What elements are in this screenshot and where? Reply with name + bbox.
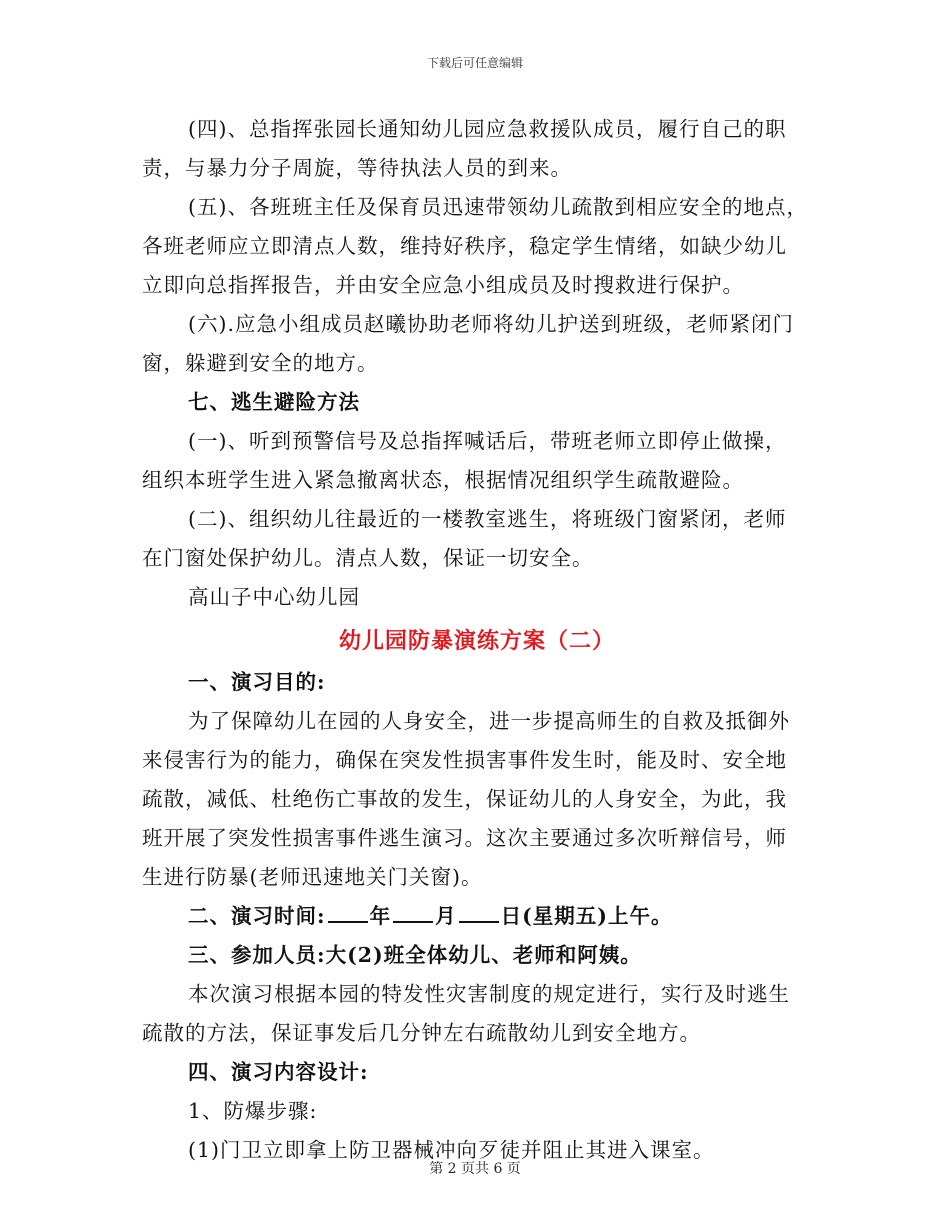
paragraph-s4-line2: 责，与暴力分子周旋，等待执法人员的到来。: [142, 156, 572, 180]
month-blank: [393, 903, 433, 923]
purpose-line2: 来侵害行为的能力，确保在突发性损害事件发生时，能及时、安全地: [142, 748, 787, 772]
paragraph-e1-line2: 组织本班学生进入紧急撤离状态，根据情况组织学生疏散避险。: [142, 468, 744, 492]
purpose-line3: 疏散，减低、杜绝伤亡事故的发生，保证幼儿的人身安全，为此，我: [142, 787, 787, 811]
section-heading-7: 七、逃生避险方法: [188, 390, 360, 414]
page-footer: 第 2 页共 6 页: [429, 1161, 521, 1177]
heading-participants: 三、参加人员:大(2)班全体幼儿、老师和阿姨。: [188, 943, 642, 967]
purpose-line5: 生进行防暴(老师迅速地关门关窗)。: [142, 865, 483, 889]
paragraph-s5-line2: 各班老师应立即清点人数，维持好秩序，稳定学生情绪，如缺少幼儿: [142, 234, 787, 258]
paragraph-s5-line3: 立即向总指挥报告，并由安全应急小组成员及时搜救进行保护。: [142, 273, 744, 297]
paragraph-s6-line2: 窗，躲避到安全的地方。: [142, 351, 379, 375]
document-body: [142, 110, 812, 1170]
desc-line2: 疏散的方法，保证事发后几分钟左右疏散幼儿到安全地方。: [142, 1021, 701, 1045]
purpose-line4: 班开展了突发性损害事件逃生演习。这次主要通过多次听辩信号，师: [142, 826, 787, 850]
day-blank: [459, 903, 499, 923]
paragraph-s5-line1: (五)、各班班主任及保育员迅速带领幼儿疏散到相应安全的地点，: [188, 195, 808, 219]
page-header: 下载后可任意编辑: [426, 56, 523, 70]
time-year: 年: [369, 904, 392, 928]
paragraph-s4-line1: (四)、总指挥张园长通知幼儿园应急救援队成员，履行自己的职: [188, 117, 787, 141]
time-month: 月: [435, 904, 457, 928]
paragraph-s6-line1: (六).应急小组成员赵曦协助老师将幼儿护送到班级，老师紧闭门: [188, 312, 795, 336]
signature: 高山子中心幼儿园: [188, 585, 360, 609]
paragraph-e1-line1: (一)、听到预警信号及总指挥喊话后，带班老师立即停止做操，: [188, 429, 787, 453]
purpose-line1: 为了保障幼儿在园的人身安全，进一步提高师生的自救及抵御外: [188, 709, 790, 733]
desc-line1: 本次演习根据本园的特发性灾害制度的规定进行，实行及时逃生: [188, 982, 790, 1006]
paragraph-e2-line1: (二)、组织幼儿往最近的一楼教室逃生，将班级门窗紧闭，老师: [188, 507, 787, 531]
document-title: 幼儿园防暴演练方案（二）: [338, 628, 615, 654]
time-day: 日(星期五)上午。: [500, 904, 673, 928]
step-1: 1、防爆步骤:: [188, 1099, 318, 1123]
paragraph-e2-line2: 在门窗处保护幼儿。清点人数，保证一切安全。: [142, 546, 594, 570]
year-blank: [328, 903, 368, 923]
time-label: 二、演习时间:: [188, 904, 326, 928]
heading-purpose: 一、演习目的:: [188, 670, 326, 694]
heading-content: 四、演习内容设计:: [188, 1060, 369, 1084]
heading-time: [142, 897, 812, 936]
step-1a: (1)门卫立即拿上防卫器械冲向歹徒并阻止其进入课室。: [188, 1138, 715, 1162]
